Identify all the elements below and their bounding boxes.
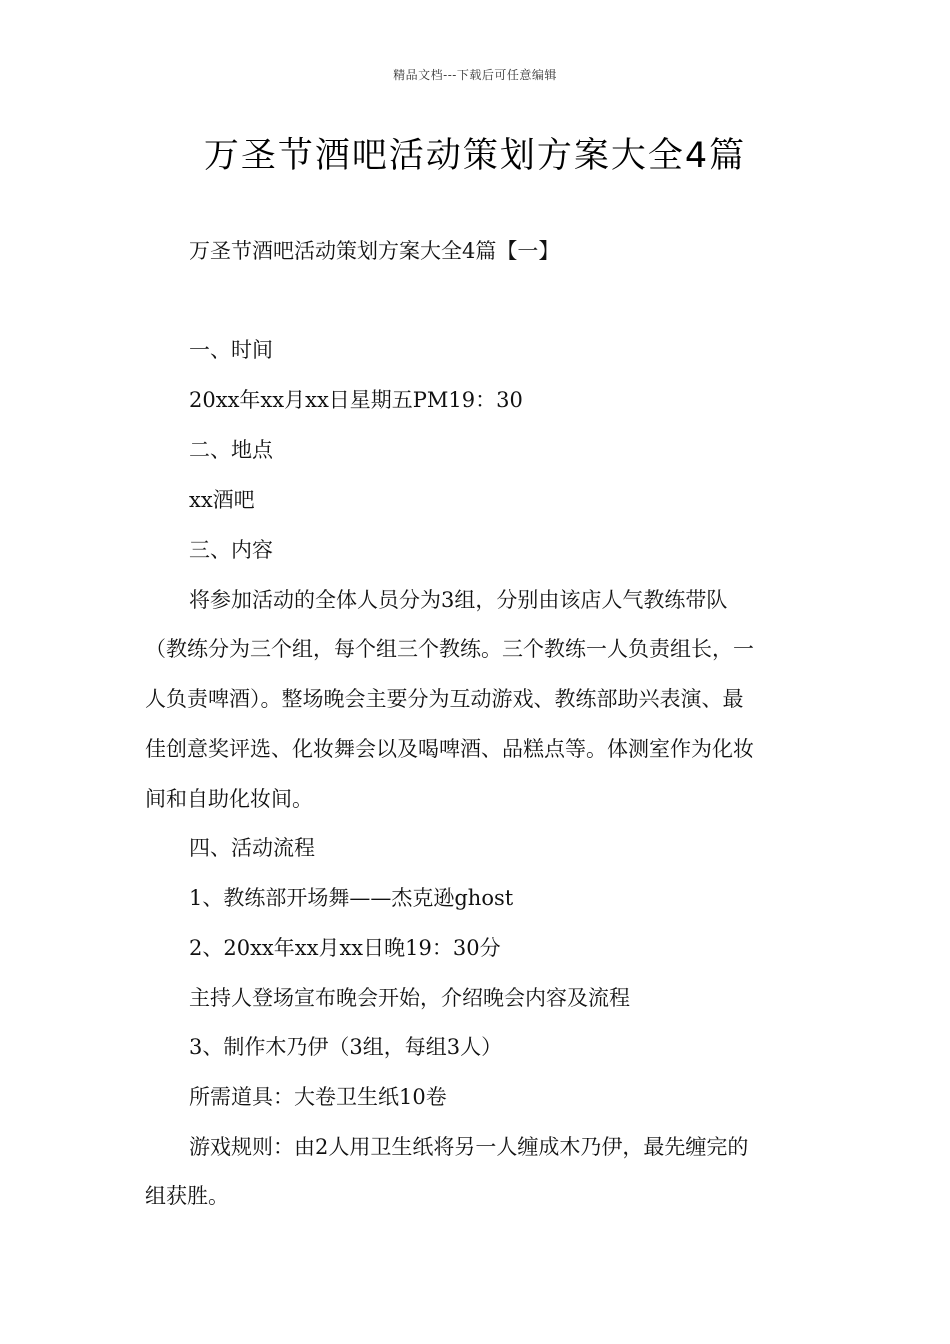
paragraph-content-line: （教练分为三个组，每个组三个教练。三个教练一人负责组长，一 [145,637,754,661]
paragraph-line: 主持人登场宣布晚会开始，介绍晚会内容及流程 [189,986,630,1010]
paragraph-content-line: 间和自助化妆间。 [145,787,313,811]
paragraph-content-line: 佳创意奖评选、化妆舞会以及喝啤酒、品糕点等。体测室作为化妆 [145,737,754,761]
list-item: 1、教练部开场舞——杰克逊ghost [189,886,514,910]
list-item: 3、制作木乃伊（3组，每组3人） [189,1035,503,1059]
paragraph-rules-line: 组获胜。 [145,1184,229,1208]
paragraph-line: 所需道具：大卷卫生纸10卷 [189,1085,447,1109]
heading-process: 四、活动流程 [189,836,315,860]
heading-content: 三、内容 [189,538,273,562]
paragraph-rules-line: 游戏规则：由2人用卫生纸将另一人缠成木乃伊，最先缠完的 [189,1135,749,1159]
paragraph-content-line: 人负责啤酒）。整场晚会主要分为互动游戏、教练部助兴表演、最 [145,687,744,711]
paragraph-content-line: 将参加活动的全体人员分为3组，分别由该店人气教练带队 [189,588,728,612]
heading-time: 一、时间 [189,338,273,362]
paragraph-location: xx酒吧 [189,488,255,512]
paragraph-time: 20xx年xx月xx日星期五PM19：30 [189,388,523,412]
header-note: 精品文档---下载后可任意编辑 [393,68,557,82]
section-subtitle: 万圣节酒吧活动策划方案大全4篇【一】 [189,239,560,263]
list-item: 2、20xx年xx月xx日晚19：30分 [189,936,501,960]
document-title: 万圣节酒吧活动策划方案大全4篇 [203,136,747,176]
heading-location: 二、地点 [189,438,273,462]
